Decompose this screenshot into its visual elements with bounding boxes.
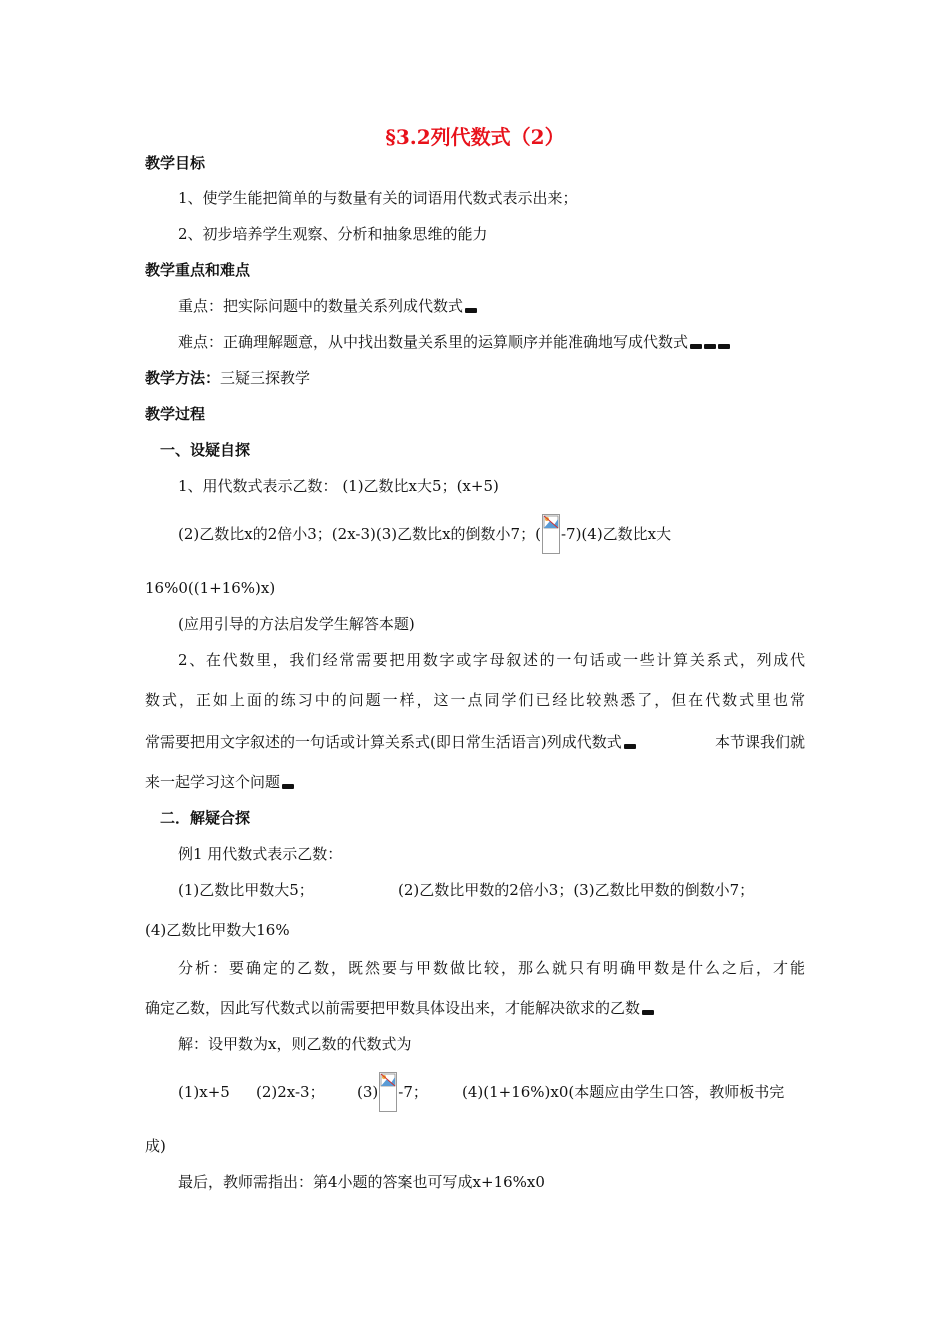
- example-item-2: (2)乙数比甲数的2倍小3；(3)乙数比甲数的倒数小7；: [398, 881, 755, 899]
- answer-4: (4)(1+16%)x0(本题应由学生口答，教师板书完: [462, 1083, 785, 1101]
- heading-part-two: 二．解疑合探: [160, 809, 251, 827]
- heading-objectives: 教学目标: [145, 154, 206, 172]
- answer-4-continued: 成): [145, 1137, 166, 1155]
- missing-image-icon: [542, 514, 560, 554]
- answer-1: (1)x+5: [178, 1083, 230, 1101]
- question-3: 16%0((1+16%)x): [145, 579, 276, 597]
- dash-mark: [642, 1010, 654, 1015]
- question-2-line: (2)乙数比x的2倍小3；(2x-3)(3)乙数比x的倒数小7；( -7)(4)乙数比x大: [178, 514, 805, 554]
- objective-2: 2、初步培养学生观察、分析和抽象思维的能力: [178, 225, 488, 243]
- example-item-1: (1)乙数比甲数大5；: [178, 881, 314, 899]
- paragraph-line: 数式，正如上面的练习中的问题一样，这一点同学们已经比较熟悉了，但在代数式里也常: [145, 691, 805, 709]
- dash-mark: [282, 784, 294, 789]
- paragraph-line: 2、在代数里，我们经常需要把用数字或字母叙述的一句话或一些计算关系式，列成代: [178, 651, 805, 669]
- page-title: §3.2列代数式（2）: [385, 125, 565, 149]
- solution-intro: 解：设甲数为x，则乙数的代数式为: [178, 1035, 412, 1053]
- answer-2: (2)2x-3；: [256, 1083, 325, 1101]
- example-item-4: (4)乙数比甲数大16%: [145, 921, 290, 939]
- difficult-point: 难点：正确理解题意，从中找出数量关系里的运算顺序并能准确地写成代数式: [178, 332, 730, 352]
- heading-process: 教学过程: [145, 405, 206, 423]
- teaching-method: 教学方法：三疑三探教学: [145, 369, 311, 387]
- paragraph-line: 来一起学习这个问题: [145, 772, 294, 792]
- example-1: 例1 用代数式表示乙数：: [178, 845, 343, 863]
- dash-mark: [690, 344, 702, 349]
- final-note: 最后，教师需指出：第4小题的答案也可写成x+16%x0: [178, 1173, 545, 1191]
- paragraph-line: 常需要把用文字叙述的一句话或计算关系式(即日常生活语言)列成代数式 本节课我们就: [145, 733, 805, 751]
- analysis-line: 确定乙数，因此写代数式以前需要把甲数具体设出来，才能解决欲求的乙数: [145, 998, 654, 1018]
- missing-image-icon: [379, 1072, 397, 1112]
- dash-mark: [704, 344, 716, 349]
- guidance-note: (应用引导的方法启发学生解答本题): [178, 615, 415, 633]
- dash-mark: [718, 344, 730, 349]
- key-point: 重点：把实际问题中的数量关系列成代数式: [178, 296, 477, 316]
- dash-mark: [624, 744, 636, 749]
- question-1: 1、用代数式表示乙数： (1)乙数比x大5；(x+5): [178, 477, 499, 495]
- heading-part-one: 一、设疑自探: [160, 441, 251, 459]
- objective-1: 1、使学生能把简单的与数量有关的词语用代数式表示出来；: [178, 189, 578, 207]
- dash-mark: [465, 308, 477, 313]
- answer-3: (3) -7；: [357, 1072, 428, 1112]
- heading-key-points: 教学重点和难点: [145, 261, 251, 279]
- analysis-line: 分析：要确定的乙数，既然要与甲数做比较，那么就只有明确甲数是什么之后，才能: [178, 959, 805, 977]
